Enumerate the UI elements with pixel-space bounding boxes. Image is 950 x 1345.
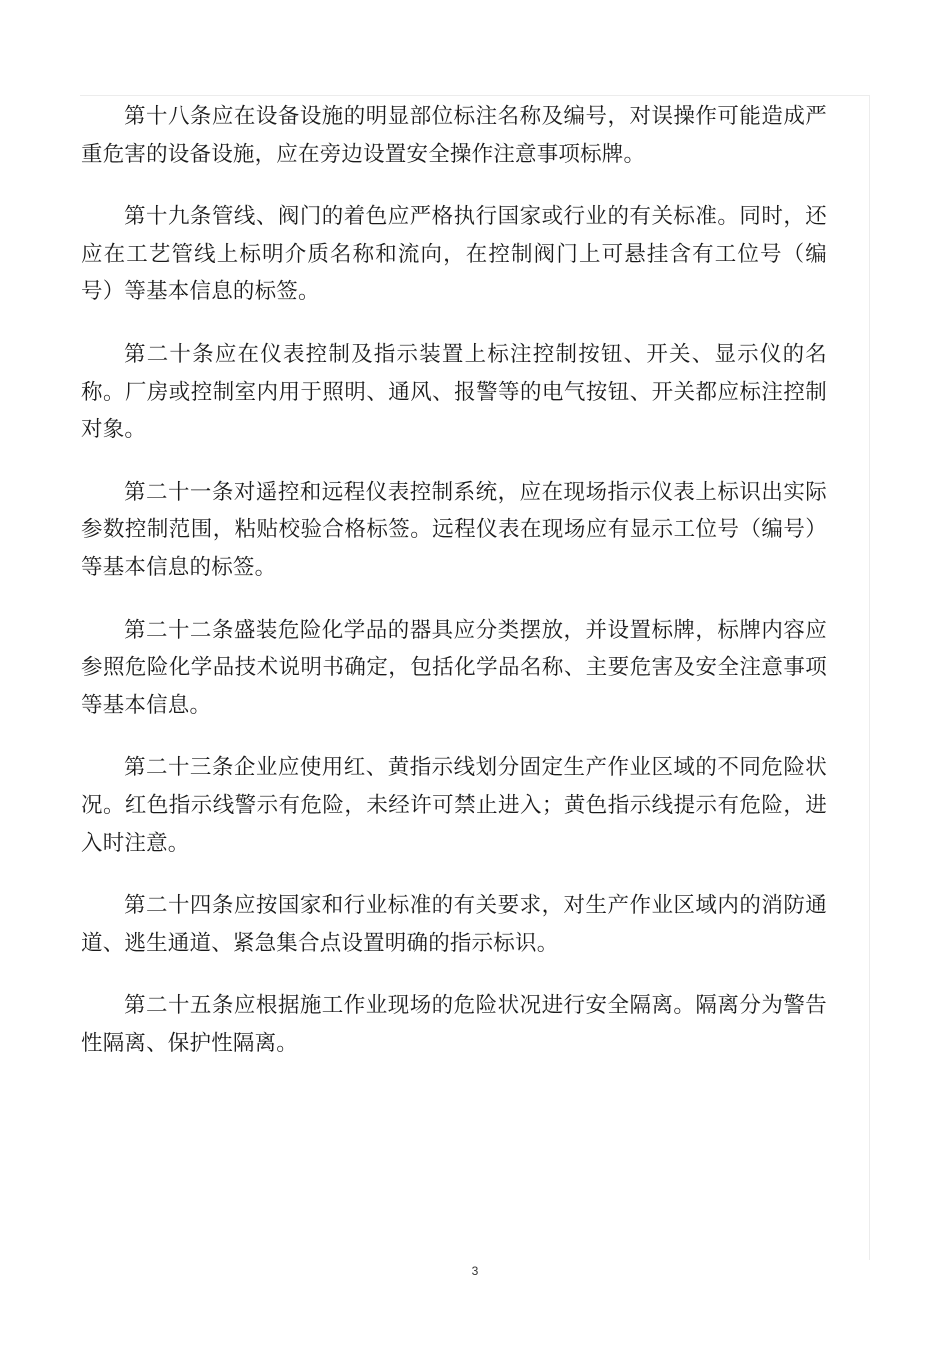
article-24-paragraph: 第二十四条应按国家和行业标准的有关要求，对生产作业区域内的消防通道、逃生通道、紧急集合点设置明确的指示标识。: [81, 893, 827, 956]
page-number: 3: [471, 1264, 479, 1278]
article-22-paragraph: 第二十二条盛装危险化学品的器具应分类摆放，并设置标牌，标牌内容应参照危险化学品技术说明书确定，包括化学品名称、主要危害及安全注意事项等基本信息。: [81, 617, 827, 718]
article-25-paragraph: 第二十五条应根据施工作业现场的危险状况进行安全隔离。隔离分为警告性隔离、保护性隔离。: [81, 993, 827, 1056]
article-19-paragraph: 第十九条管线、阀门的着色应严格执行国家或行业的有关标准。同时，还应在工艺管线上标明介质名称和流向，在控制阀门上可悬挂含有工位号（编号）等基本信息的标签。: [81, 204, 827, 305]
article-21-paragraph: 第二十一条对遥控和远程仪表控制系统，应在现场指示仪表上标识出实际参数控制范围，粘贴校验合格标签。远程仪表在现场应有显示工位号（编号）等基本信息的标签。: [81, 479, 827, 580]
article-20-paragraph: 第二十条应在仪表控制及指示装置上标注控制按钮、开关、显示仪的名称。厂房或控制室内用于照明、通风、报警等的电气按钮、开关都应标注控制对象。: [81, 341, 827, 443]
article-23-paragraph: 第二十三条企业应使用红、黄指示线划分固定生产作业区域的不同危险状况。红色指示线警示有危险，未经许可禁止进入；黄色指示线提示有危险，进入时注意。: [81, 755, 827, 856]
document-body: [81, 98, 827, 1087]
article-18-paragraph: 第十八条应在设备设施的明显部位标注名称及编号，对误操作可能造成严重危害的设备设施，应在旁边设置安全操作注意事项标牌。: [81, 104, 827, 167]
